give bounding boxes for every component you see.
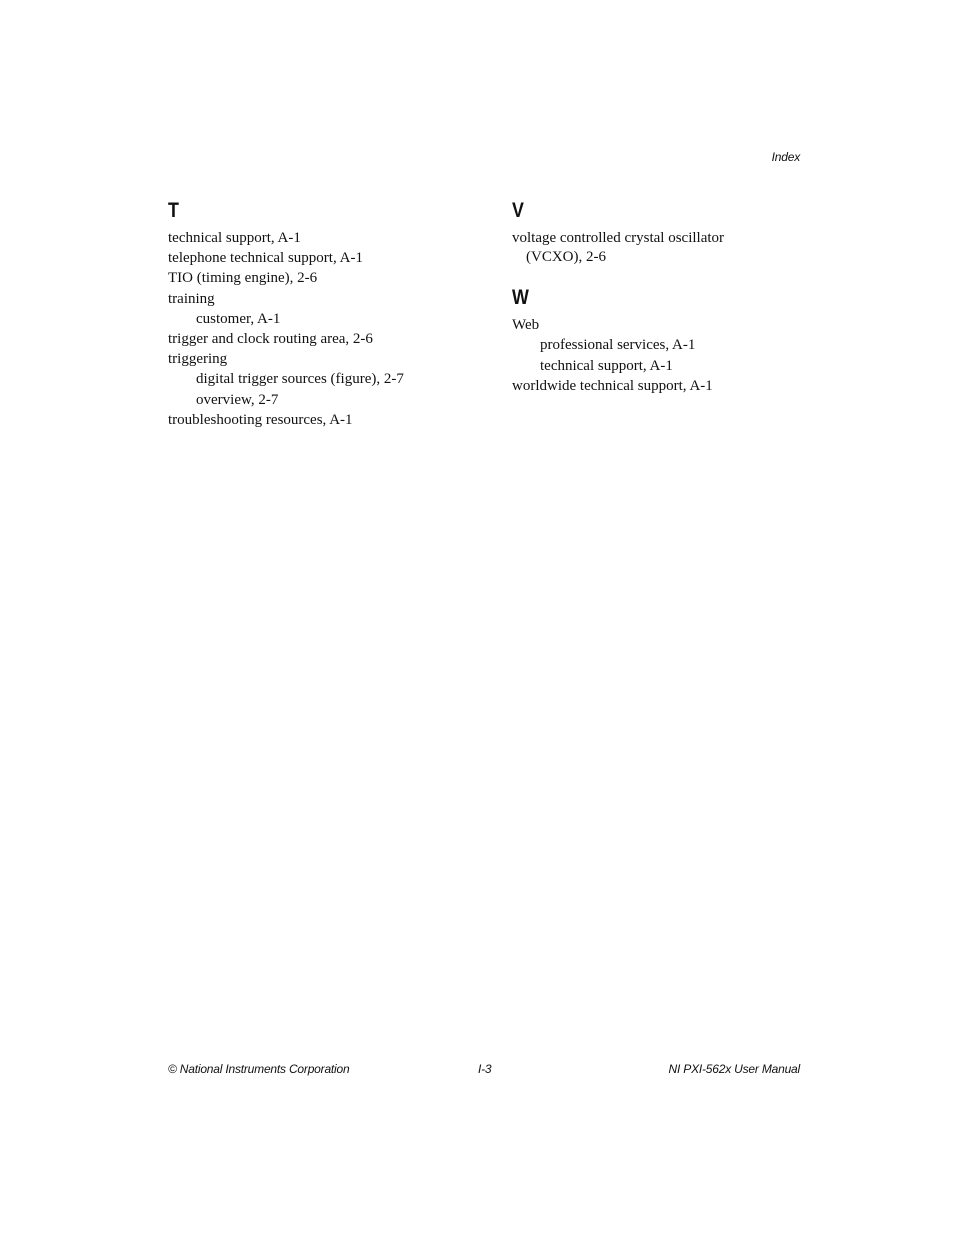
index-column-left: [168, 198, 488, 430]
running-head: Index: [771, 150, 800, 164]
index-subentry: [512, 356, 832, 376]
index-subentry: [512, 335, 832, 355]
index-entry: [512, 376, 832, 396]
index-entry: [168, 228, 488, 248]
index-entry-text: troubleshooting resources, A-1: [168, 411, 353, 428]
index-entry-text: worldwide technical support, A-1: [512, 377, 713, 394]
index-entry-text: voltage controlled crystal oscillator: [512, 230, 725, 246]
footer-copyright: © National Instruments Corporation: [168, 1062, 350, 1076]
index-entry-text: triggering: [168, 351, 228, 368]
index-subentry: [168, 369, 488, 389]
index-subentry: [168, 390, 488, 410]
index-entry-text: professional services, A-1: [540, 337, 696, 354]
index-entry-text: trigger and clock routing area, 2-6: [168, 331, 373, 348]
index-entry: [168, 349, 488, 369]
index-entry: [168, 289, 488, 309]
index-entry: [168, 268, 488, 288]
index-entry-list: [512, 228, 832, 266]
index-entry: [512, 228, 832, 266]
index-entry-text: technical support, A-1: [540, 357, 673, 374]
index-entry-continuation: (VCXO), 2-6: [526, 249, 606, 266]
index-section-t: [168, 198, 488, 430]
index-entry-text: customer, A-1: [196, 310, 281, 327]
index-section-w: [512, 285, 832, 396]
section-letter: T: [168, 199, 179, 222]
index-subentry: [168, 309, 488, 329]
section-letter: V: [512, 199, 524, 222]
index-section-v: [512, 198, 832, 266]
index-entry: [168, 329, 488, 349]
index-entry-text: overview, 2-7: [196, 391, 279, 408]
index-entry-text: telephone technical support, A-1: [168, 250, 363, 267]
index-entry: [168, 248, 488, 268]
footer-page-number: I-3: [478, 1062, 492, 1076]
index-entry-text: TIO (timing engine), 2-6: [168, 270, 318, 287]
section-letter: W: [512, 286, 529, 310]
index-entry-list: [512, 315, 832, 396]
index-entry-text: training: [168, 290, 215, 307]
index-entry-list: [168, 228, 488, 430]
index-entry-text: digital trigger sources (figure), 2-7: [196, 371, 404, 388]
index-column-right: [512, 198, 832, 396]
index-entry: [512, 315, 832, 335]
index-entry-text: technical support, A-1: [168, 230, 301, 246]
index-entry: [168, 410, 488, 430]
footer-manual-title: NI PXI-562x User Manual: [668, 1062, 800, 1076]
index-entry-text: Web: [512, 317, 540, 334]
